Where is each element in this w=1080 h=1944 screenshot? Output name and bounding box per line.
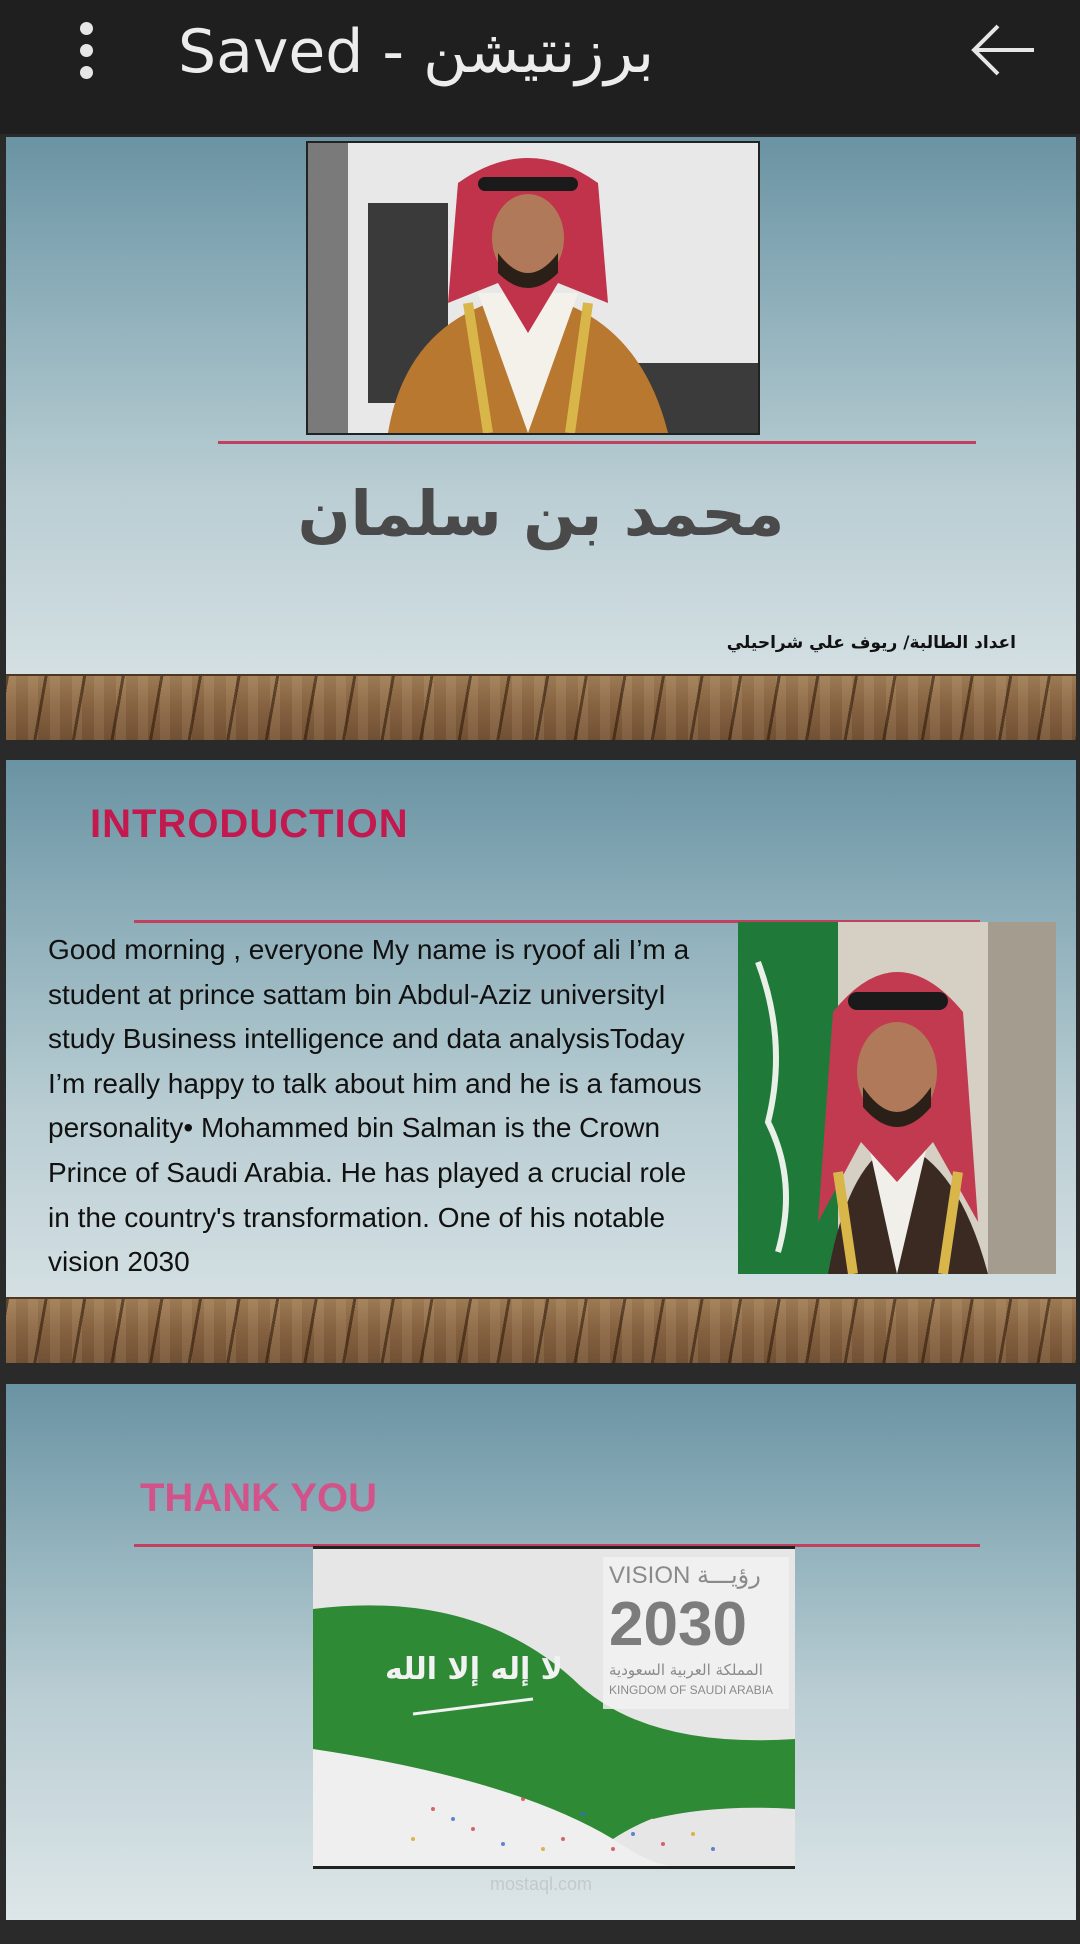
portrait-photo [306,141,760,435]
author-credit: اعداد الطالبة/ ريوف علي شراحيلي [726,633,1016,653]
back-arrow-icon[interactable] [968,14,1040,86]
wood-floor [6,1297,1076,1363]
page-title: Saved - برزنتيشن [178,17,655,87]
slide-3[interactable] [6,1384,1076,1920]
more-options-icon[interactable] [62,18,110,82]
watermark-text: mostaql.com [489,1874,593,1894]
vision-2030-image [313,1546,795,1869]
divider-line [218,441,976,444]
app-bar [0,0,1080,134]
portrait-photo [738,922,1056,1274]
kingdom-arabic-label: المملكة العربية السعودية [609,1661,763,1679]
slide-title: محمد بن سلمان [297,477,785,550]
slide-1[interactable] [6,137,1076,740]
year-label: 2030 [609,1590,747,1659]
slide-2[interactable] [6,760,1076,1363]
slide-title: INTRODUCTION [90,802,409,846]
vision-label: VISION رؤيـــة [609,1562,761,1589]
kingdom-english-label: KINGDOM OF SAUDI ARABIA [609,1683,774,1697]
slide-title: THANK YOU [140,1476,378,1520]
svg-text:لا إله إلا الله: لا إله إلا الله [385,1652,564,1687]
wood-floor [6,674,1076,740]
slide-body-text: Good morning , everyone My name is ryoof ali I’m a student at prince sattam bin Abdul-Aziz universityI study Business intelligence and data analysisToday I’m really happy to talk about him and he is a famous personality• Mohammed bin Salman is the Crown Prince of Saudi Arabia. He has played a crucial role in the country's transformation. One of his notable vision 2030 [48,934,702,1278]
